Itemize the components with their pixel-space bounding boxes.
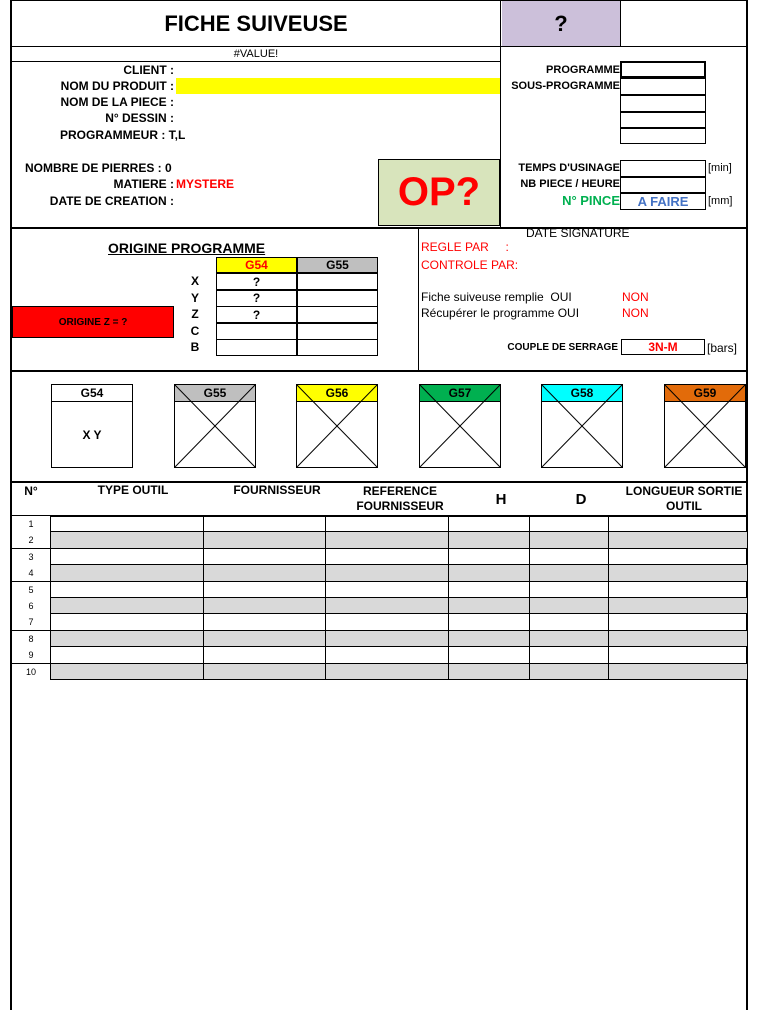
table-row	[12, 647, 747, 663]
col-divider	[448, 631, 449, 647]
origine-axis-label: Y	[190, 290, 199, 305]
op-box: OP?	[378, 159, 500, 226]
temps-unit: [min]	[708, 162, 732, 174]
sous-programme-field-3[interactable]	[620, 112, 706, 128]
regle-par: REGLE PAR :	[421, 240, 509, 254]
table-row	[12, 582, 747, 598]
col-divider	[203, 631, 204, 647]
col-divider	[325, 631, 326, 647]
offset-cross-icon	[420, 385, 500, 467]
n-pince-value[interactable]: A FAIRE	[620, 192, 706, 210]
offset-box-g57	[419, 384, 501, 468]
nom-produit-field[interactable]	[176, 78, 500, 94]
sous-programme-field-2[interactable]	[620, 95, 706, 112]
page-title: FICHE SUIVEUSE	[164, 11, 348, 36]
col-divider	[529, 614, 530, 630]
couple-label: COUPLE DE SERRAGE	[507, 342, 618, 353]
col-divider	[203, 516, 204, 532]
col-divider	[529, 664, 530, 680]
col-header-d: D	[575, 490, 587, 508]
offset-cross-icon	[175, 385, 255, 467]
col-divider	[203, 598, 204, 614]
col-divider	[448, 582, 449, 598]
table-row	[12, 614, 747, 630]
col-divider	[529, 516, 530, 532]
col-divider	[325, 614, 326, 630]
origine-g54-cell[interactable]: ?	[216, 306, 297, 323]
offset-box-g56	[296, 384, 378, 468]
value-error: #VALUE!	[233, 48, 279, 60]
col-divider	[529, 582, 530, 598]
origine-axis-label: C	[190, 323, 200, 338]
col-divider	[529, 647, 530, 663]
col-divider	[448, 532, 449, 548]
n-dessin-label: N° DESSIN :	[105, 111, 174, 125]
n-pince-label: N° PINCE	[562, 193, 620, 208]
offset-cross-icon	[542, 385, 622, 467]
temps-usinage-field[interactable]	[620, 160, 706, 177]
offset-label: G58	[542, 385, 622, 402]
col-header-n: N°	[24, 484, 38, 498]
offset-label: G55	[175, 385, 255, 402]
offset-label: G54	[52, 385, 132, 402]
matiere-value: MYSTERE	[176, 177, 235, 191]
origine-g55-cell[interactable]	[297, 306, 378, 323]
col-divider	[448, 516, 449, 532]
col-divider	[325, 549, 326, 565]
row-number: 7	[12, 614, 51, 630]
origine-g55-cell[interactable]	[297, 339, 378, 356]
matiere-label: MATIERE :	[113, 177, 174, 191]
col-divider	[325, 532, 326, 548]
col-divider	[325, 664, 326, 680]
col-divider	[608, 631, 609, 647]
offset-cross-icon	[665, 385, 745, 467]
row-number: 6	[12, 598, 51, 614]
col-divider	[203, 647, 204, 663]
col-divider	[608, 582, 609, 598]
nom-produit-label: NOM DU PRODUIT :	[60, 79, 174, 93]
col-divider	[608, 565, 609, 581]
col-divider	[608, 532, 609, 548]
row-number: 1	[12, 516, 51, 532]
row-number: 5	[12, 582, 51, 598]
table-row	[12, 565, 747, 581]
col-header-fournisseur: FOURNISSEUR	[233, 483, 321, 497]
col-header-h: H	[495, 490, 507, 508]
origine-col-g55: G55	[297, 257, 378, 273]
origine-g54-cell[interactable]: ?	[216, 273, 297, 290]
col-divider	[325, 582, 326, 598]
col-divider	[529, 549, 530, 565]
offset-box-g59	[664, 384, 746, 468]
row-number: 10	[12, 664, 51, 680]
table-row	[12, 549, 747, 565]
offset-label: G59	[665, 385, 745, 402]
origine-g55-cell[interactable]	[297, 273, 378, 290]
date-signature: DATE SIGNATURE	[526, 226, 630, 240]
origine-col-g54: G54	[216, 257, 297, 273]
col-divider	[203, 549, 204, 565]
couple-unit: [bars]	[707, 341, 738, 355]
temps-usinage-label: TEMPS D'USINAGE	[518, 162, 620, 174]
origine-axis-label: X	[190, 274, 199, 288]
col-divider	[203, 565, 204, 581]
origine-g54-cell[interactable]: ?	[216, 290, 297, 307]
fiche-remplie: Fiche suiveuse remplie OUI	[421, 290, 572, 304]
row-number: 2	[12, 532, 51, 548]
col-divider	[608, 516, 609, 532]
origine-title: ORIGINE PROGRAMME	[108, 240, 266, 256]
col-divider	[608, 647, 609, 663]
recuperer-non[interactable]: NON	[622, 306, 649, 320]
client-label: CLIENT :	[123, 63, 174, 77]
col-divider	[325, 647, 326, 663]
row-number: 8	[12, 631, 51, 647]
row-number: 3	[12, 549, 51, 565]
origine-z-box: ORIGINE Z = ?	[12, 306, 174, 338]
origine-g55-cell[interactable]	[297, 290, 378, 307]
col-divider	[608, 549, 609, 565]
offset-box-g58	[541, 384, 623, 468]
col-divider	[529, 565, 530, 581]
date-creation-label: DATE DE CREATION :	[49, 194, 174, 208]
col-divider	[448, 598, 449, 614]
nom-piece-label: NOM DE LA PIECE :	[60, 95, 174, 109]
programme-field[interactable]	[620, 61, 706, 78]
col-divider	[608, 598, 609, 614]
recuperer-programme: Récupérer le programme OUI	[421, 306, 580, 320]
origine-g55-cell[interactable]	[297, 323, 378, 340]
row-number: 9	[12, 647, 51, 663]
col-divider	[203, 532, 204, 548]
col-divider	[325, 598, 326, 614]
offset-label: G57	[420, 385, 500, 402]
pince-unit: [mm]	[708, 195, 733, 207]
col-divider	[325, 565, 326, 581]
col-divider	[325, 516, 326, 532]
sous-programme-field-4[interactable]	[620, 128, 706, 144]
col-divider	[448, 647, 449, 663]
controle-par: CONTROLE PAR:	[421, 258, 519, 272]
sous-programme-field-1[interactable]	[620, 78, 706, 95]
nb-piece-label: NB PIECE / HEURE	[520, 178, 620, 190]
origine-g54-cell[interactable]	[216, 323, 297, 340]
table-row	[12, 532, 747, 548]
origine-axis-label: B	[190, 340, 200, 354]
col-divider	[448, 549, 449, 565]
offset-content: X Y	[82, 427, 102, 442]
couple-value[interactable]: 3N-M	[621, 339, 705, 355]
col-divider	[529, 631, 530, 647]
header-question-cell: ?	[502, 1, 620, 46]
offset-cross-icon	[297, 385, 377, 467]
col-header-reference: REFERENCE FOURNISSEUR	[356, 483, 444, 513]
programme-label: PROGRAMME	[546, 64, 620, 76]
origine-g54-cell[interactable]	[216, 339, 297, 356]
sous-programme-label: SOUS-PROGRAMME	[511, 80, 620, 92]
fiche-remplie-non[interactable]: NON	[622, 290, 649, 304]
table-row	[12, 516, 747, 532]
col-header-type-outil: TYPE OUTIL	[97, 483, 169, 497]
table-row	[12, 664, 747, 680]
col-divider	[608, 614, 609, 630]
offset-box-g55	[174, 384, 256, 468]
col-divider	[203, 582, 204, 598]
programmeur-label: PROGRAMMEUR : T,L	[60, 128, 186, 142]
col-divider	[448, 664, 449, 680]
origine-axis-label: Z	[191, 307, 199, 321]
row-number: 4	[12, 565, 51, 581]
col-header-longueur: LONGUEUR SORTIE OUTIL	[625, 483, 743, 513]
nombre-pierres-label: NOMBRE DE PIERRES : 0	[25, 161, 172, 175]
offset-label: G56	[297, 385, 377, 402]
col-divider	[529, 598, 530, 614]
col-divider	[203, 614, 204, 630]
col-divider	[529, 532, 530, 548]
col-divider	[448, 565, 449, 581]
offset-box-g54	[51, 384, 133, 468]
col-divider	[608, 664, 609, 680]
col-divider	[203, 664, 204, 680]
col-divider	[448, 614, 449, 630]
table-row	[12, 598, 747, 614]
table-row	[12, 631, 747, 647]
